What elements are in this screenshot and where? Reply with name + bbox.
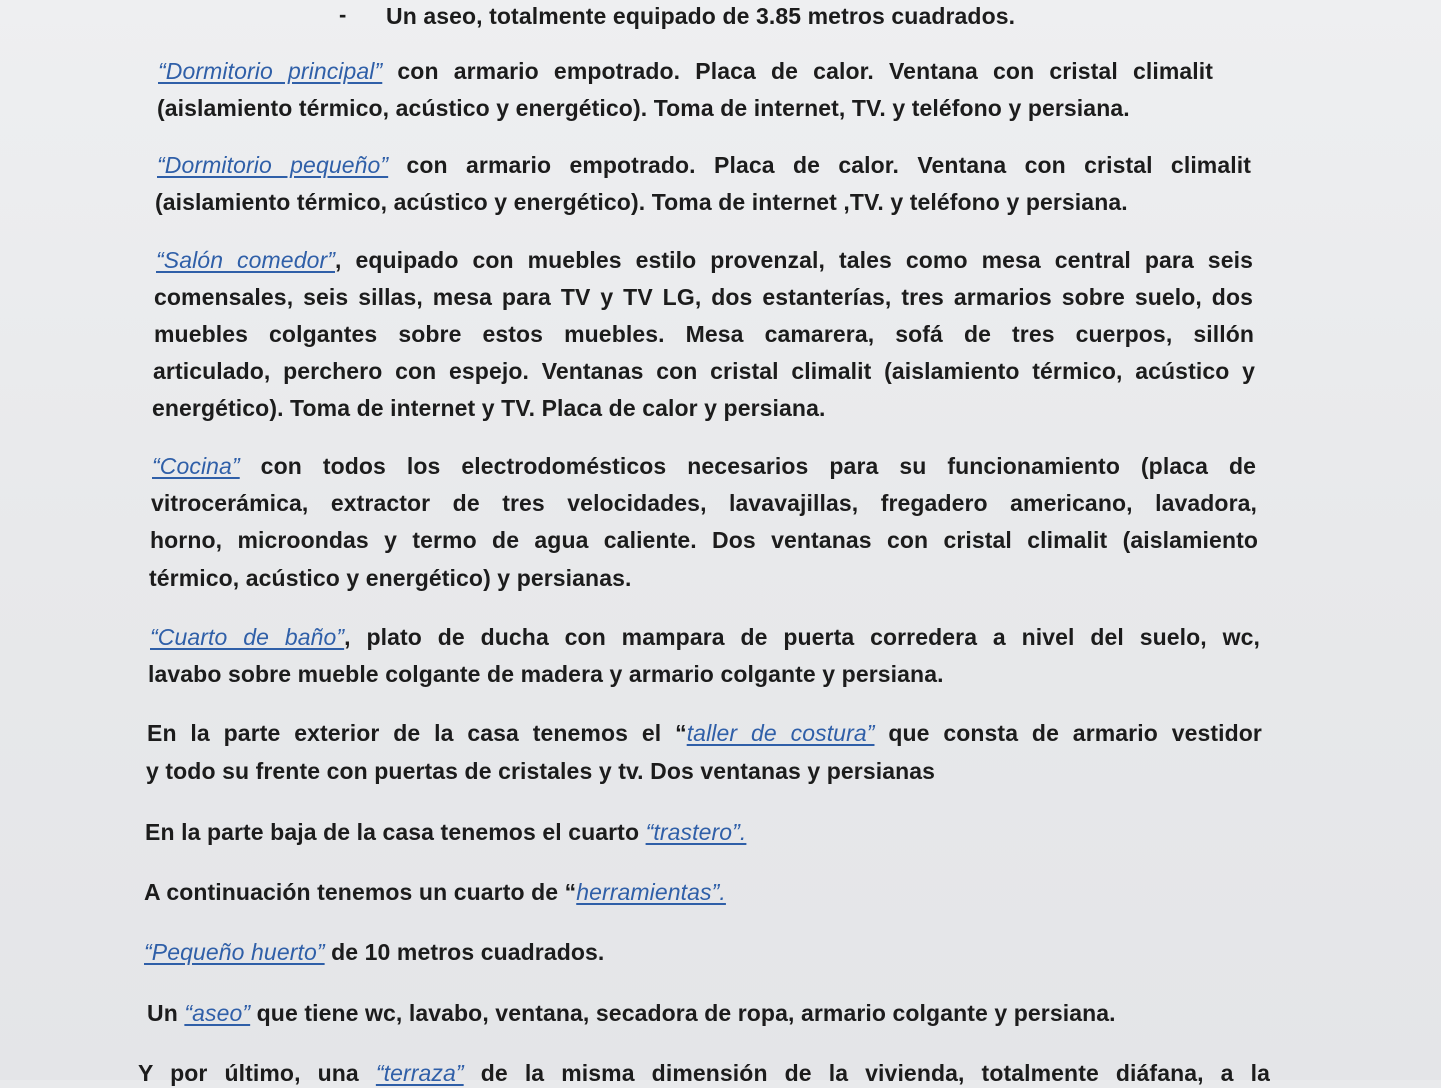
room-text: , equipado con muebles estilo provenzal, tales como mesa central para seis xyxy=(335,247,1253,273)
room-name-cuarto-de-bano: “Cuarto de baño” xyxy=(150,624,345,650)
room-cuarto-de-bano-line1 xyxy=(150,622,1260,652)
room-name-pequeno-huerto: “Pequeño huerto” xyxy=(144,939,325,965)
huerto-line xyxy=(144,937,604,967)
room-dormitorio-pequeno-line1 xyxy=(157,150,1251,180)
terraza-text: Y por último, una xyxy=(138,1060,376,1086)
room-salon-comedor-line2: comensales, seis sillas, mesa para TV y TV LG, dos estanterías, tres armarios sobre suelo, dos xyxy=(154,284,1253,310)
top-line: Un aseo, totalmente equipado de 3.85 metros cuadrados. xyxy=(386,3,1016,29)
taller-text: En la parte exterior de la casa tenemos el “ xyxy=(147,720,687,746)
aseo-line xyxy=(147,998,1116,1028)
room-name-cocina: “Cocina” xyxy=(152,453,240,479)
room-name-taller-de-costura: taller de costura” xyxy=(686,720,875,746)
room-name-dormitorio-principal: “Dormitorio principal” xyxy=(158,58,383,84)
room-name-aseo: “aseo” xyxy=(184,1000,251,1026)
aseo-text: Un xyxy=(147,1000,185,1026)
room-dormitorio-principal-line1 xyxy=(158,56,1213,86)
room-name-dormitorio-pequeno: “Dormitorio pequeño” xyxy=(157,152,389,178)
room-name-salon-comedor: “Salón comedor” xyxy=(156,247,335,273)
room-cocina-line4: térmico, acústico y energético) y persianas. xyxy=(149,565,632,591)
room-salon-comedor-line4: articulado, perchero con espejo. Ventanas con cristal climalit (aislamiento térmico, acústico y xyxy=(153,358,1255,384)
trastero-line xyxy=(145,817,746,847)
huerto-text: de 10 metros cuadrados. xyxy=(324,939,605,965)
room-cuarto-de-bano-line2: lavabo sobre mueble colgante de madera y armario colgante y persiana. xyxy=(148,661,944,687)
aseo-text: que tiene wc, lavabo, ventana, secadora de ropa, armario colgante y persiana. xyxy=(250,1000,1116,1026)
taller-line1 xyxy=(147,718,1262,748)
terraza-text: de la misma dimensión de la vivienda, totalmente diáfana, a la xyxy=(463,1060,1270,1086)
room-text: con armario empotrado. Placa de calor. Ventana con cristal climalit xyxy=(388,152,1251,178)
room-dormitorio-principal-line2: (aislamiento térmico, acústico y energético). Toma de internet, TV. y teléfono y persiana. xyxy=(157,95,1130,121)
room-text: con todos los electrodomésticos necesarios para su funcionamiento (placa de xyxy=(239,453,1256,479)
room-salon-comedor-line3: muebles colgantes sobre estos muebles. Mesa camarera, sofá de tres cuerpos, sillón xyxy=(154,321,1254,347)
room-name-terraza: “terraza” xyxy=(375,1060,464,1086)
list-bullet: - xyxy=(339,2,347,27)
room-name-trastero: “trastero”. xyxy=(645,819,747,845)
room-cocina-line2: vitrocerámica, extractor de tres velocidades, lavavajillas, fregadero americano, lavadora, xyxy=(151,490,1257,516)
taller-text: que consta de armario vestidor xyxy=(874,720,1262,746)
herramientas-line xyxy=(144,877,726,907)
herramientas-text: A continuación tenemos un cuarto de “ xyxy=(144,879,577,905)
room-dormitorio-pequeno-line2: (aislamiento térmico, acústico y energético). Toma de internet ,TV. y teléfono y persiana. xyxy=(155,189,1128,215)
taller-line2: y todo su frente con puertas de cristales y tv. Dos ventanas y persianas xyxy=(146,758,936,784)
room-cocina-line1 xyxy=(152,451,1256,481)
room-text: , plato de ducha con mampara de puerta corredera a nivel del suelo, wc, xyxy=(344,624,1260,650)
room-salon-comedor-line1 xyxy=(156,245,1253,275)
terraza-line xyxy=(138,1058,1270,1088)
room-cocina-line3: horno, microondas y termo de agua caliente. Dos ventanas con cristal climalit (aislamiento xyxy=(150,527,1258,553)
room-text: con armario empotrado. Placa de calor. Ventana con cristal climalit xyxy=(382,58,1213,84)
trastero-text: En la parte baja de la casa tenemos el cuarto xyxy=(145,819,646,845)
room-name-herramientas: herramientas”. xyxy=(576,879,726,905)
room-salon-comedor-line5: energético). Toma de internet y TV. Placa de calor y persiana. xyxy=(152,395,826,421)
